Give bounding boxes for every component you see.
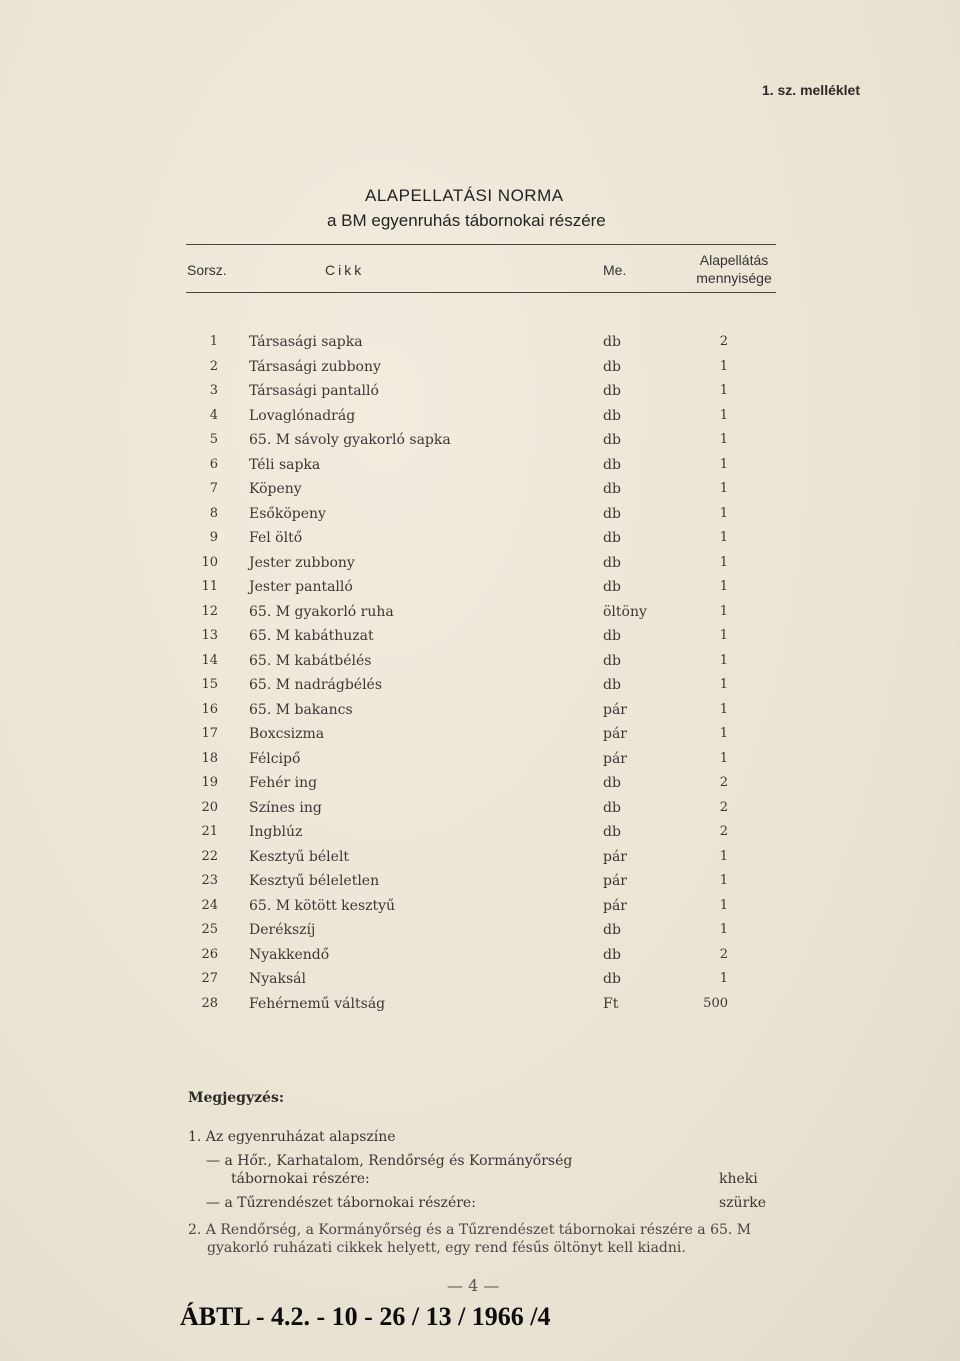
row-serial: 5 [209,432,218,447]
row-quantity: 1 [719,579,728,594]
row-serial: 6 [209,456,218,472]
row-serial: 26 [201,946,218,962]
row-unit: db [603,922,621,938]
row-unit: db [603,505,621,522]
row-unit: pár [603,897,628,914]
note-1a-value: kheki [719,1171,758,1187]
row-serial: 14 [201,652,218,668]
table-row [0,481,960,506]
row-quantity: 500 [703,995,728,1011]
table-row [0,800,960,825]
row-item: Jester zubbony [249,554,355,571]
row-unit: db [603,677,621,693]
row-quantity: 1 [719,971,728,986]
table-row [0,947,960,972]
row-quantity: 1 [719,750,728,766]
row-item: Téli sapka [249,456,321,473]
row-unit: db [603,334,621,350]
row-quantity: 1 [719,726,728,741]
page-number: — 4 — [447,1276,500,1295]
row-quantity: 1 [719,922,728,937]
row-quantity: 1 [719,873,728,888]
row-item: Lovaglónadrág [249,407,356,424]
note-1b-value: szürke [719,1195,767,1211]
row-unit: db [603,775,621,791]
table-row [0,408,960,433]
row-item: Kesztyű béleletlen [249,873,380,889]
document-subtitle: a BM egyenruhás tábornokai részére [327,211,606,230]
row-quantity: 1 [719,628,728,643]
row-unit: db [603,971,621,987]
notes-title: Megjegyzés: [188,1090,284,1106]
note-2-line1: 2. A Rendőrség, a Kormányőrség és a Tűzrendészet tábornokai részére a 65. M [188,1222,752,1238]
row-unit: db [603,824,621,840]
row-item: Nyaksál [249,971,306,987]
row-unit: db [603,628,621,644]
row-serial: 27 [201,971,218,986]
row-quantity: 1 [719,481,728,496]
row-item: Esőköpeny [249,505,326,522]
table-row [0,432,960,457]
row-item: 65. M kabátbélés [249,652,372,669]
row-item: 65. M kabáthuzat [249,628,374,644]
row-quantity: 1 [719,456,728,472]
row-item: Társasági sapka [249,334,363,350]
row-serial: 16 [201,701,218,717]
row-serial: 25 [201,922,218,937]
table-row [0,775,960,800]
row-serial: 7 [209,481,218,496]
row-unit: pár [603,726,628,742]
row-quantity: 1 [719,677,728,692]
row-quantity: 2 [719,946,728,962]
table-row [0,334,960,359]
row-unit: db [603,358,621,375]
header-quantity-line1: Alapellátás [699,252,769,268]
annex-label: 1. sz. melléklet [761,82,860,98]
row-item: Félcipő [249,750,301,767]
table-row [0,628,960,653]
row-quantity: 1 [719,848,728,864]
row-unit: pár [603,750,628,767]
row-quantity: 1 [719,603,728,619]
table-row [0,702,960,727]
row-serial: 17 [201,726,218,741]
row-item: Színes ing [249,799,322,816]
table-row [0,726,960,751]
row-quantity: 1 [719,432,728,447]
table-body [0,334,960,1020]
table-row [0,359,960,384]
table-row [0,579,960,604]
document-title: ALAPELLATÁSI NORMA [365,186,564,205]
row-quantity: 1 [719,701,728,717]
row-item: Boxcsizma [249,726,325,742]
table-row [0,555,960,580]
table-row [0,530,960,555]
row-serial: 28 [201,995,218,1011]
row-quantity: 1 [719,358,728,374]
table-row [0,922,960,947]
row-serial: 9 [209,530,218,545]
table-row [0,383,960,408]
row-serial: 23 [201,873,218,888]
table-top-rule [186,244,776,245]
row-item: Nyakkendő [249,946,330,963]
row-item: 65. M bakancs [249,701,353,718]
row-item: 65. M gyakorló ruha [249,603,394,620]
row-unit: db [603,407,621,424]
row-serial: 21 [201,824,218,839]
table-row [0,849,960,874]
row-quantity: 1 [719,554,728,570]
row-quantity: 1 [719,407,728,423]
archive-reference: ÁBTL - 4.2. - 10 - 26 / 13 / 1966 /4 [180,1302,551,1331]
row-quantity: 2 [719,824,728,839]
row-item: Fehér ing [249,775,318,791]
note-1b: — a Tűzrendészet tábornokai részére: [206,1195,476,1211]
note-2-line2: gyakorló ruházati cikkek helyett, egy rend fésűs öltönyt kell kiadni. [207,1240,686,1256]
row-unit: db [603,579,621,595]
row-serial: 22 [201,848,218,864]
note-1a-line2: tábornokai részére: [231,1171,370,1187]
row-serial: 2 [209,358,218,374]
row-item: Fehérnemű váltság [249,995,386,1012]
table-row [0,751,960,776]
table-row [0,653,960,678]
row-unit: db [603,946,621,963]
table-row [0,604,960,629]
header-quantity [688,251,780,287]
row-unit: db [603,799,621,816]
row-unit: öltöny [603,603,647,620]
row-unit: db [603,652,621,669]
header-serial: Sorsz. [187,262,227,278]
header-unit: Me. [603,262,627,278]
row-item: Kesztyű bélelt [249,848,350,865]
row-serial: 15 [201,677,218,692]
row-unit: pár [603,701,628,718]
row-item: Jester pantalló [249,579,353,595]
row-unit: db [603,456,621,473]
table-row [0,873,960,898]
row-serial: 13 [201,628,218,643]
row-item: Társasági pantalló [249,383,379,399]
row-serial: 11 [201,579,218,594]
row-unit: Ft [603,995,619,1012]
row-serial: 18 [201,750,218,766]
row-unit: db [603,481,621,497]
table-row [0,898,960,923]
row-serial: 19 [201,775,218,790]
row-serial: 1 [209,334,218,349]
row-item: Derékszíj [249,922,316,938]
row-unit: db [603,554,621,571]
row-serial: 12 [201,603,218,619]
row-quantity: 1 [719,505,728,521]
row-quantity: 1 [719,897,728,913]
row-quantity: 1 [719,652,728,668]
table-row [0,457,960,482]
row-item: Köpeny [249,481,302,497]
table-header-rule [186,292,776,293]
row-unit: pár [603,873,628,889]
row-quantity: 1 [719,530,728,545]
row-serial: 24 [201,897,218,913]
table-row [0,824,960,849]
row-serial: 4 [209,407,218,423]
row-item: Ingblúz [249,824,303,840]
row-item: 65. M sávoly gyakorló sapka [249,432,451,448]
note-1a-line1: — a Hőr., Karhatalom, Rendőrség és Kormányőrség [206,1153,573,1169]
row-serial: 8 [209,505,218,521]
table-row [0,506,960,531]
row-serial: 20 [201,799,218,815]
row-quantity: 2 [719,775,728,790]
row-serial: 10 [201,554,218,570]
row-item: 65. M nadrágbélés [249,677,383,693]
row-unit: db [603,383,621,399]
row-item: 65. M kötött kesztyű [249,897,396,914]
row-quantity: 1 [719,383,728,398]
row-item: Fel öltő [249,530,303,546]
row-quantity: 2 [719,334,728,349]
row-quantity: 2 [719,799,728,815]
row-unit: db [603,530,621,546]
row-unit: pár [603,848,628,865]
table-row [0,971,960,996]
header-item: Cikk [325,262,365,278]
row-item: Társasági zubbony [249,358,381,375]
header-quantity-line2: mennyisége [696,270,772,286]
row-serial: 3 [209,383,218,398]
row-unit: db [603,432,621,448]
note-1: 1. Az egyenruházat alapszíne [188,1129,396,1145]
table-row [0,996,960,1021]
table-row [0,677,960,702]
